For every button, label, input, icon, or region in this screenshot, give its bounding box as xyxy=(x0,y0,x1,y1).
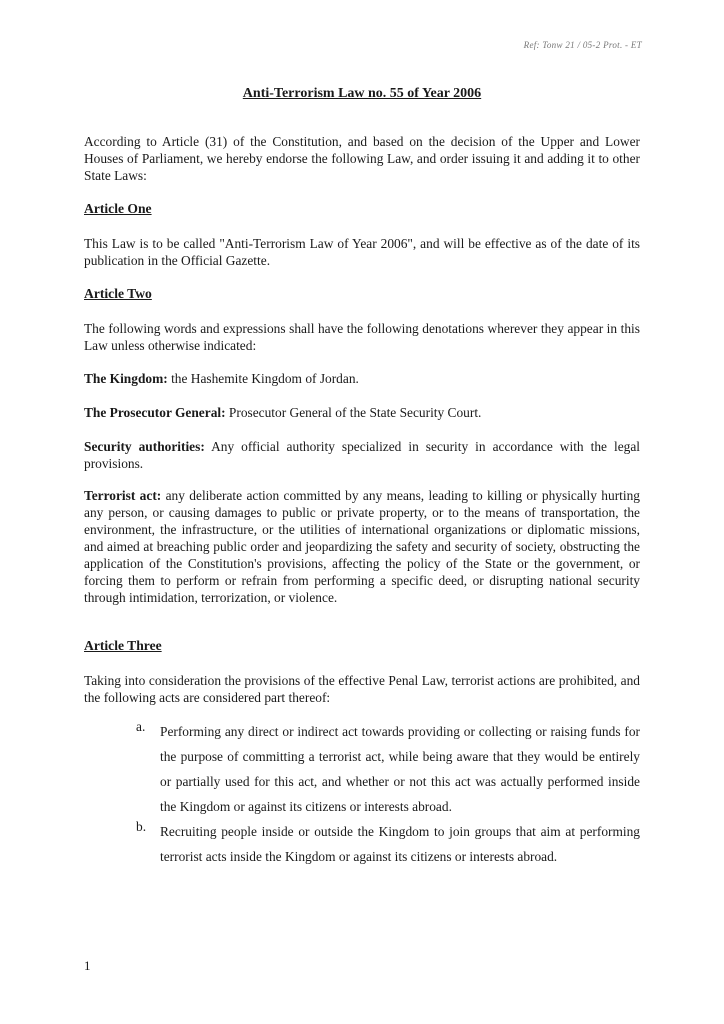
reference-code: Ref: Tonw 21 / 05-2 Prot. - ET xyxy=(523,40,642,50)
definition-term: Security authorities: xyxy=(84,439,205,454)
article-one-heading: Article One xyxy=(84,201,152,216)
article-three-intro: Taking into consideration the provisions of the effective Penal Law, terrorist actions are prohibited, and the following acts are considered part thereof: xyxy=(84,673,640,705)
definition-term: Terrorist act: xyxy=(84,488,162,503)
preamble-paragraph: According to Article (31) of the Constitution, and based on the decision of the Upper and Lower Houses of Parliament, we hereby endorse the following Law, and order issuing it and adding it to other State Laws: xyxy=(84,134,640,183)
list-item-text: Recruiting people inside or outside the Kingdom to join groups that aim at performing terrorist acts inside the Kingdom or against its citizens or interests abroad. xyxy=(160,824,640,864)
definition-security-authorities xyxy=(84,438,640,472)
list-item xyxy=(136,819,640,869)
definition-text: any deliberate action committed by any means, leading to killing or physically hurting any person, or causing damages to public or private property, or to the means of transportation, the environment, the infrastructure, or the utilities of international organizations or diplomatic missions, and aimed at breaching public order and jeopardizing the safety and security of society, obstructing the application of the Constitution's provisions, affecting the policy of the State or the government, or forcing them to perform or refrain from performing a specific deed, or disrupting national security through intimidation, terrorization, or violence. xyxy=(84,488,640,605)
list-marker: b. xyxy=(136,819,147,834)
definition-text: Any official authority specialized in security in accordance with the legal provisions. xyxy=(84,439,640,471)
definition-term: The Prosecutor General: xyxy=(84,405,226,420)
definition-prosecutor-general xyxy=(84,404,640,421)
list-marker: a. xyxy=(136,719,146,734)
page-number: 1 xyxy=(84,958,91,973)
article-two-intro: The following words and expressions shall have the following denotations wherever they appear in this Law unless otherwise indicated: xyxy=(84,321,640,353)
definition-text: the Hashemite Kingdom of Jordan. xyxy=(167,371,359,386)
article-two-heading: Article Two xyxy=(84,286,152,301)
definition-text: Prosecutor General of the State Security Court. xyxy=(225,405,482,420)
document-title: Anti-Terrorism Law no. 55 of Year 2006 xyxy=(242,86,482,101)
definition-term: The Kingdom: xyxy=(84,371,168,386)
definition-terrorist-act xyxy=(84,487,640,606)
list-item-text: Performing any direct or indirect act towards providing or collecting or raising funds for the purpose of committing a terrorist act, while being aware that they would be entirely or partially used for this act, and whether or not this act was actually performed inside the Kingdom or against its citizens or interests abroad. xyxy=(160,724,640,814)
article-three-heading: Article Three xyxy=(84,638,162,653)
definition-kingdom xyxy=(84,370,640,387)
list-item xyxy=(136,719,640,819)
article-one-paragraph: This Law is to be called "Anti-Terrorism Law of Year 2006", and will be effective as of the date of its publication in the Official Gazette. xyxy=(84,236,640,268)
